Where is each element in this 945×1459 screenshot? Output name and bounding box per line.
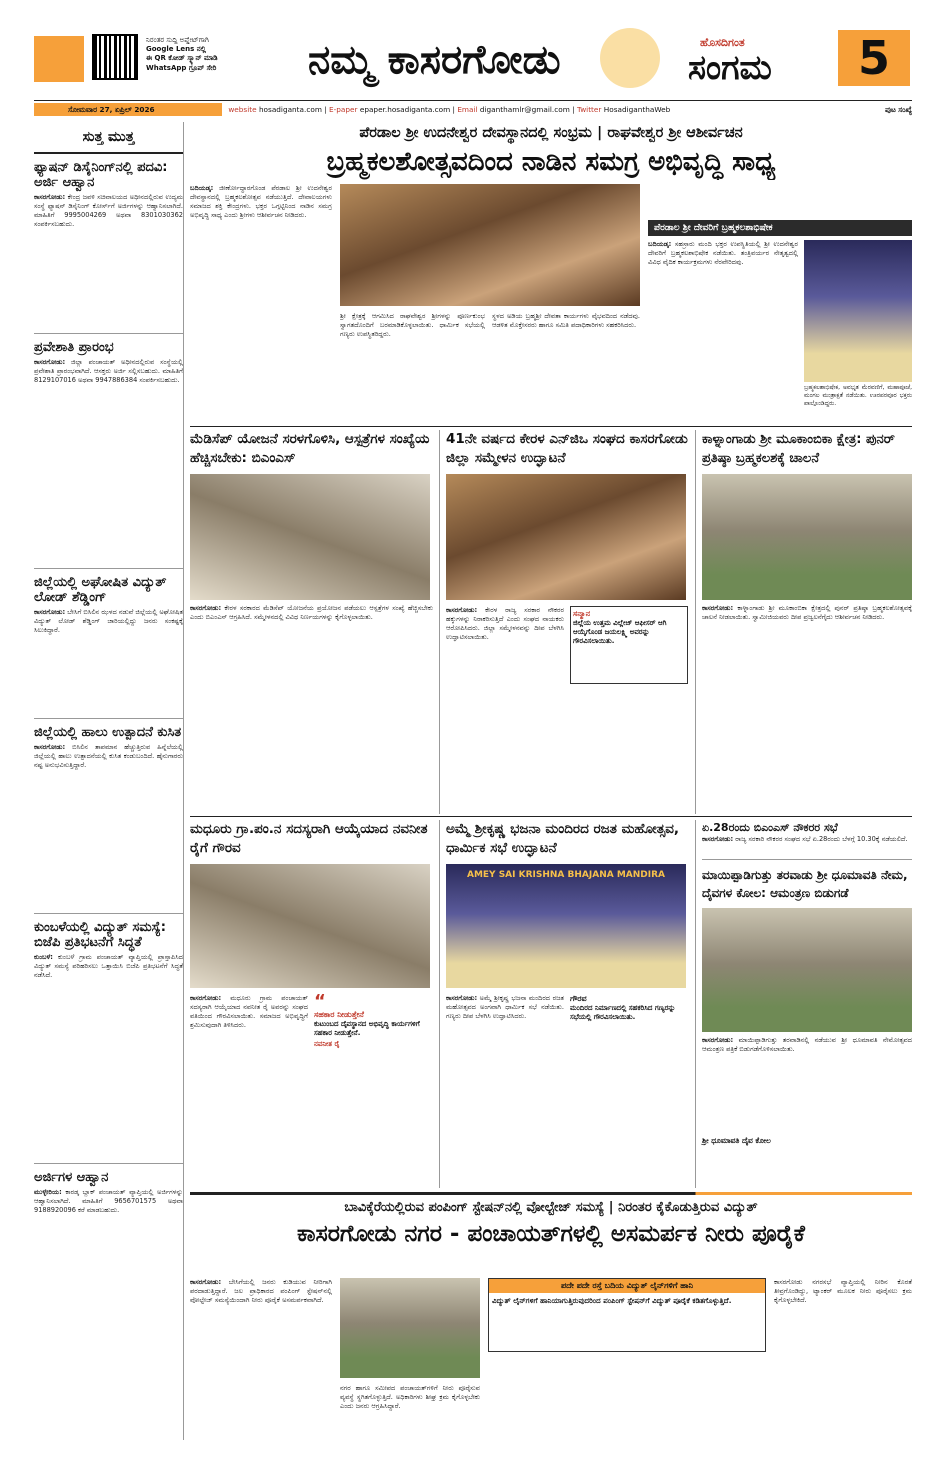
twitter-link[interactable]: HosadiganthaWeb (603, 105, 671, 114)
header-divider (34, 100, 912, 101)
pages-label: ಪುಟ ಸಂಖ್ಯೆ (885, 105, 912, 114)
row2-photo-2 (446, 474, 686, 600)
bottom-column-3: ಕಾಸರಗೋಡು ನಗರಸಭೆ ವ್ಯಾಪ್ತಿಯಲ್ಲಿ ನೀರಿನ ಕೊರತೆ ತೀವ್ರಗೊಂಡಿದ್ದು, ಟ್ಯಾಂಕರ್ ಮೂಲಕ ನೀರು ಪೂರೈಸಲು ಕ್ರಮ ಕೈಗೊಳ್ಳಬೇಕಿದೆ. (774, 1278, 912, 1305)
header-infobar: ಸೋಮವಾರ 27, ಏಪ್ರಿಲ್ 2026 website hosadiganta.com | E-paper epaper.hosadiganta.com | Email diganthamlr@gmail.com | Twitter HosadiganthaWeb ಪುಟ ಸಂಖ್ಯೆ (34, 103, 912, 116)
bottom-column-2: ನಗರ ಹಾಗೂ ಸಮೀಪದ ಪಂಚಾಯತ್‌ಗಳಿಗೆ ನೀರು ಪೂರೈಸುವ ವ್ಯವಸ್ಥೆ ಸ್ಥಗಿತಗೊಳ್ಳುತ್ತಿದೆ. ಅಧಿಕಾರಿಗಳು ಶೀಘ್ರ ಕ್ರಮ ಕೈಗೊಳ್ಳಬೇಕು ಎಂದು ಜನರು ಆಗ್ರಹಿಸಿದ್ದಾರೆ. (340, 1384, 480, 1411)
brand-big: ಸಂಗಮ (688, 48, 772, 88)
bottom-photo (340, 1278, 480, 1378)
row2-divider (190, 426, 912, 427)
lead-column-2: ಶ್ರೀ ಕ್ಷೇತ್ರಕ್ಕೆ ಆಗಮಿಸಿದ ರಾಘವೇಶ್ವರ ಶ್ರೀಗಳನ್ನು ಪೂರ್ಣಕುಂಭ ಸ್ವಾಗತದೊಂದಿಗೆ ಬರಮಾಡಿಕೊಳ್ಳಲಾಯಿತು. ಧಾರ್ಮಿಕ ಸಭೆಯಲ್ಲಿ ಗಣ್ಯರು ಉಪಸ್ಥಿತರಿದ್ದರು. (340, 312, 485, 339)
header-orange-block (34, 36, 84, 82)
row3-photo-2: AMEY SAI KRISHNA BHAJANA MANDIRA (446, 864, 686, 988)
email-link[interactable]: diganthamlr@gmail.com (479, 105, 570, 114)
sidebar-title: ಸುತ್ತ ಮುತ್ತ (34, 122, 183, 154)
sidebar-item: ಪ್ರವೇಶಾತಿ ಪ್ರಾರಂಭ ಕಾಸರಗೋಡು: ಜಿಲ್ಲಾ ಪಂಚಾಯತ್ ಅಧೀನದಲ್ಲಿರುವ ಸಂಸ್ಥೆಯಲ್ಲಿ ಪ್ರವೇಶಾತಿ ಪ್ರಾರಂಭವಾಗಿದೆ. ಆಸಕ್ತರು ಅರ್ಜಿ ಸಲ್ಲಿಸಬಹುದು. ಮಾಹಿತಿಗೆ 8129107016 ಅಥವಾ 9947886384 ಸಂಪರ್ಕಿಸಬಹುದು. (34, 333, 183, 568)
row2-photo-3 (702, 474, 912, 600)
page-number: 5 (838, 30, 910, 86)
header (0, 0, 945, 118)
row2-award-box: ಸನ್ಮಾನ ಜಿಲ್ಲೆಯ ಉತ್ತಮ ವಿಲ್ಲೇಜ್ ಆಫೀಸರ್ ಆಗಿ ಆಯ್ಕೆಗೊಂಡ ಜಯಲಕ್ಷ್ಮಿ ಅವರನ್ನು ಗೌರವಿಸಲಾಯಿತು. (570, 606, 688, 684)
row3-story-2: ಅಮ್ಮೆ ಶ್ರೀಕೃಷ್ಣ ಭಜನಾ ಮಂದಿರದ ರಜತ ಮಹೋತ್ಸವ, ಧಾರ್ಮಿಕ ಸಭೆ ಉದ್ಘಾಟನೆ AMEY SAI KRISHNA BHAJANA MANDIRA ಕಾಸರಗೋಡು: ಅಮ್ಮೆ ಶ್ರೀಕೃಷ್ಣ ಭಜನಾ ಮಂದಿರದ ರಜತ ಮಹೋತ್ಸವದ ಅಂಗವಾಗಿ ಧಾರ್ಮಿಕ ಸಭೆ ನಡೆಯಿತು. ಗಣ್ಯರು ದೀಪ ಬೆಳಗಿಸಿ ಉದ್ಘಾಟಿಸಿದರು. ಗೌರವ ಮಂದಿರದ ನಿರ್ಮಾಣದಲ್ಲಿ ಸಹಕರಿಸಿದ ಗಣ್ಯರನ್ನು ಸಭೆಯಲ್ಲಿ ಗೌರವಿಸಲಾಯಿತು. (446, 820, 696, 1188)
sidebar-item: ಜಿಲ್ಲೆಯಲ್ಲಿ ಹಾಲು ಉತ್ಪಾದನೆ ಕುಸಿತ ಕಾಸರಗೋಡು: ಬಿಸಿಲಿನ ತಾಪಮಾನ ಹೆಚ್ಚುತ್ತಿರುವ ಹಿನ್ನೆಲೆಯಲ್ಲಿ ಜಿಲ್ಲೆಯಲ್ಲಿ ಹಾಲು ಉತ್ಪಾದನೆಯಲ್ಲಿ ಕುಸಿತ ಕಂಡುಬಂದಿದೆ. ಹೈನುಗಾರರು ನಷ್ಟ ಅನುಭವಿಸುತ್ತಿದ್ದಾರೆ. (34, 718, 183, 913)
lead-side-caption: ಬ್ರಹ್ಮಕಲಶಾಭಿಷೇಕ, ಅವಭೃತ ಮೆರವಣಿಗೆ, ಮಹಾಪೂಜೆ, ಮಂಗಲ ಮಂತ್ರಾಕ್ಷತೆ ನಡೆಯಿತು. ಊರಪರವೂರ ಭಕ್ತರು ಪಾಲ್ಗೊಂಡಿದ್ದರು. (804, 384, 912, 407)
masthead-title: ನಮ್ಮ ಕಾಸರಗೋಡು (308, 37, 561, 83)
lead-side-text: ಬದಿಯಡ್ಕ: ಸಹಸ್ರಾರು ಮಂದಿ ಭಕ್ತರ ಉಪಸ್ಥಿತಿಯಲ್ಲಿ ಶ್ರೀ ಉದನೇಶ್ವರ ದೇವರಿಗೆ ಬ್ರಹ್ಮಕಲಶಾಭಿಷೇಕ ನಡೆಯಿತು. ತಂತ್ರಿವರ್ಯರ ನೇತೃತ್ವದಲ್ಲಿ ವಿವಿಧ ವೈದಿಕ ಕಾರ್ಯಕ್ರಮಗಳು ನೆರವೇರಿದವು. (648, 240, 798, 267)
bottom-story (190, 1198, 912, 1442)
lead-story (190, 122, 912, 424)
sidebar-item: ಕುಂಬಳೆಯಲ್ಲಿ ವಿದ್ಯುತ್ ಸಮಸ್ಯೆ: ಬಿಜೆಪಿ ಪ್ರತಿಭಟನೆಗೆ ಸಿದ್ಧತೆ ಕುಂಬಳೆ: ಕುಂಬಳೆ ಗ್ರಾಮ ಪಂಚಾಯತ್ ವ್ಯಾಪ್ತಿಯಲ್ಲಿ ಪ್ರಾಸ್ತಾಪಿಸಿದ ವಿದ್ಯುತ್ ಸಮಸ್ಯೆ ಪರಿಹರಿಸಲು ಒತ್ತಾಯಿಸಿ ಬಿಜೆಪಿ ಪ್ರತಿಭಟನೆಗೆ ಸಿದ್ಧತೆ ನಡೆಸಿದೆ. (34, 913, 183, 1163)
row3-photo-1 (190, 864, 430, 988)
lead-column-3: ಸ್ಥಳದ ಅಡಿಯ ಬ್ರಹ್ಮಶ್ರೀ ದೇವತಾ ಕಾರ್ಯಗಳು ವೈಭವದಿಂದ ನಡೆದವು. ಆಡಳಿತ ಮೊಕ್ತೇಸರರು ಹಾಗೂ ಸಮಿತಿ ಪದಾಧಿಕಾರಿಗಳು ಸಹಕರಿಸಿದರು. (492, 312, 640, 330)
sidebar (34, 122, 184, 1440)
row3-divider (190, 816, 912, 817)
row2-story-1: ಮೆಡಿಸೆಪ್ ಯೋಜನೆ ಸರಳಗೊಳಿಸಿ, ಆಸ್ಪತ್ರೆಗಳ ಸಂಖ್ಯೆಯ ಹೆಚ್ಚಿಸಬೇಕು: ಬಿಎಂಎಸ್ ಕಾಸರಗೋಡು: ಕೇರಳ ಸರಕಾರದ ಮೆಡಿಸೆಪ್ ಯೋಜನೆಯ ಪ್ರಯೋಜನ ಪಡೆಯಲು ಆಸ್ಪತ್ರೆಗಳ ಸಂಖ್ಯೆ ಹೆಚ್ಚಿಸಬೇಕು ಎಂದು ಬಿಎಂಎಸ್ ಆಗ್ರಹಿಸಿದೆ. ಸಮ್ಮೇಳನದಲ್ಲಿ ವಿವಿಧ ನಿರ್ಣಯಗಳನ್ನು ಕೈಗೊಳ್ಳಲಾಯಿತು. (190, 430, 440, 814)
quote-icon: “ (314, 991, 326, 1012)
website-link[interactable]: hosadiganta.com (258, 105, 322, 114)
sidebar-item: ಫ್ಯಾಷನ್ ಡಿಸೈನಿಂಗ್‌ನಲ್ಲಿ ಪದವಿ: ಅರ್ಜಿ ಆಹ್ವಾನ ಕಾಸರಗೋಡು: ಕೇಂದ್ರ ಜವಳಿ ಸಚಿವಾಲಯದ ಅಧೀನದಲ್ಲಿರುವ ಉದ್ಯಮ ಸಂಸ್ಥೆ ಫ್ಯಾಷನ್ ಡಿಸೈನಿಂಗ್ ಕೋರ್ಸ್‌ಗೆ ಅರ್ಜಿಗಳನ್ನು ಆಹ್ವಾನಿಸಲಾಗಿದೆ. ಮಾಹಿತಿಗೆ 9995004269 ಅಥವಾ 8301030362 ಸಂಪರ್ಕಿಸಬಹುದು. (34, 160, 183, 229)
row3-story-3: ಏ.28ರಂದು ಬಿಎಂಎಸ್ ನೌಕರರ ಸಭೆ ಕಾಸರಗೋಡು: ರಾಜ್ಯ ಸರಕಾರಿ ನೌಕರರ ಸಂಘದ ಸಭೆ ಏ.28ರಂದು ಬೆಳಗ್ಗೆ 10.30ಕ್ಕೆ ನಡೆಯಲಿದೆ. (702, 820, 912, 860)
bottom-headline: ಕಾಸರಗೋಡು ನಗರ - ಪಂಚಾಯತ್‌ಗಳಲ್ಲಿ ಅಸಮರ್ಪಕ ನೀರು ಪೂರೈಕೆ (297, 1221, 805, 1247)
row2-story-2: 41ನೇ ವರ್ಷದ ಕೇರಳ ಎನ್‌ಜಿಒ ಸಂಘದ ಕಾಸರಗೋಡು ಜಿಲ್ಲಾ ಸಮ್ಮೇಳನ ಉದ್ಘಾಟನೆ ಕಾಸರಗೋಡು: ಕೇರಳ ರಾಜ್ಯ ಸರಕಾರ ನೌಕರರ ಹಕ್ಕುಗಳನ್ನು ನಿರಾಕರಿಸುತ್ತಿದೆ ಎಂದು ಸಂಘದ ನಾಯಕರು ಆರೋಪಿಸಿದರು. ಜಿಲ್ಲಾ ಸಮ್ಮೇಳನವನ್ನು ದೀಪ ಬೆಳಗಿಸಿ ಉದ್ಘಾಟಿಸಲಾಯಿತು. ಸನ್ಮಾನ ಜಿಲ್ಲೆಯ ಉತ್ತಮ ವಿಲ್ಲೇಜ್ ಆಫೀಸರ್ ಆಗಿ ಆಯ್ಕೆಗೊಂಡ ಜಯಲಕ್ಷ್ಮಿ ಅವರನ್ನು ಗೌರವಿಸಲಾಯಿತು. (446, 430, 696, 814)
bottom-divider (190, 1192, 912, 1195)
lead-headline: ಬ್ರಹ್ಮಕಲಶೋತ್ಸವದಿಂದ ನಾಡಿನ ಸಮಗ್ರ ಅಭಿವೃದ್ಧಿ ಸಾಧ್ಯ (326, 147, 776, 177)
bottom-column-1: ಕಾಸರಗೋಡು: ಬೇಸಿಗೆಯಲ್ಲಿ ಜನರು ಕುಡಿಯುವ ನೀರಿಗಾಗಿ ಪರದಾಡುತ್ತಿದ್ದಾರೆ. ಜಲ ಪ್ರಾಧಿಕಾರದ ಪಂಪಿಂಗ್ ಸ್ಟೇಷನ್‌ನಲ್ಲಿ ವೋಲ್ಟೇಜ್ ಸಮಸ್ಯೆಯಿಂದಾಗಿ ನೀರು ಪೂರೈಕೆ ಅಸಮರ್ಪಕವಾಗಿದೆ. (190, 1278, 332, 1305)
bottom-box: ಪದೇ ಪದೇ ರಸ್ತೆ ಬದಿಯ ವಿದ್ಯುತ್ ಲೈನ್‌ಗಳಿಗೆ ಹಾನಿ ವಿದ್ಯುತ್ ಲೈನ್‌ಗಳಿಗೆ ಹಾನಿಯಾಗುತ್ತಿರುವುದರಿಂದ ಪಂಪಿಂಗ್ ಸ್ಟೇಷನ್‌ಗೆ ವಿದ್ಯುತ್ ಪೂರೈಕೆ ಕಡಿತಗೊಳ್ಳುತ್ತಿದೆ. (488, 1278, 766, 1352)
lead-side-tag: ಪೆರಡಾಲ ಶ್ರೀ ದೇವರಿಗೆ ಬ್ರಹ್ಮಕಲಶಾಭಿಷೇಕ (648, 220, 912, 236)
row2-story-3: ಕಾಳ್ನಾಂಗಾಡು ಶ್ರೀ ಮೂಕಾಂಬಿಕಾ ಕ್ಷೇತ್ರ: ಪುನರ್ ಪ್ರತಿಷ್ಠಾ ಬ್ರಹ್ಮಕಲಶಕ್ಕೆ ಚಾಲನೆ ಕಾಸರಗೋಡು: ಕಾಳ್ನಾಂಗಾಡು ಶ್ರೀ ಮೂಕಾಂಬಿಕಾ ಕ್ಷೇತ್ರದಲ್ಲಿ ಪುನರ್ ಪ್ರತಿಷ್ಠಾ ಬ್ರಹ್ಮಕಲಶೋತ್ಸವಕ್ಕೆ ಚಾಲನೆ ನೀಡಲಾಯಿತು. ಸ್ವಾಮೀಜಿಯವರು ದೀಪ ಪ್ರಜ್ವಲನೆಗೈದು ಆಶೀರ್ವಚನ ನೀಡಿದರು. (702, 432, 912, 622)
bottom-kicker: ಬಾವಿಕ್ಕೆರೆಯಲ್ಲಿರುವ ಪಂಪಿಂಗ್ ಸ್ಟೇಷನ್‌ನಲ್ಲಿ ವೋಲ್ಟೇಜ್ ಸಮಸ್ಯೆ | ನಿರಂತರ ಕೈಕೊಡುತ್ತಿರುವ ವಿದ್ಯುತ್ (344, 1200, 758, 1215)
row2-photo-1 (190, 474, 430, 600)
qr-code-icon[interactable] (92, 34, 138, 80)
date: ಸೋಮವಾರ 27, ಏಪ್ರಿಲ್ 2026 (34, 103, 222, 116)
epaper-link[interactable]: epaper.hosadiganta.com (359, 105, 451, 114)
lead-column-1: ಬದಿಯಡ್ಕ: ಜೀರ್ಣೋದ್ಧಾರಗೊಂಡ ಪೆರಡಾಲ ಶ್ರೀ ಉದನೇಶ್ವರ ದೇವಸ್ಥಾನದಲ್ಲಿ ಬ್ರಹ್ಮಕಲಶೋತ್ಸವ ನಡೆಯುತ್ತಿದೆ. ದೇವಾಲಯಗಳು ಸಮಾಜದ ಶಕ್ತಿ ಕೇಂದ್ರಗಳು. ಭಕ್ತರ ಒಗ್ಗಟ್ಟಿನಿಂದ ನಾಡಿನ ಸಮಗ್ರ ಅಭಿವೃದ್ಧಿ ಸಾಧ್ಯ ಎಂದು ಶ್ರೀಗಳು ಆಶೀರ್ವಚನ ನೀಡಿದರು. (190, 184, 332, 220)
brand-small: ಹೊಸದಿಗಂತ (700, 36, 745, 49)
sidebar-item: ಅರ್ಜಿಗಳ ಆಹ್ವಾನ ಮುಳ್ಳೇರಿಯ: ಕಾರಡ್ಕ ಬ್ಲಾಕ್ ಪಂಚಾಯತ್ ವ್ಯಾಪ್ತಿಯಲ್ಲಿ ಅರ್ಜಿಗಳನ್ನು ಆಹ್ವಾನಿಸಲಾಗಿದೆ. ಮಾಹಿತಿಗೆ 9656701575 ಅಥವಾ 9188920096 ಕರೆ ಮಾಡಬಹುದು. (34, 1163, 183, 1318)
masthead-circle (600, 28, 660, 88)
qr-instructions: ನಿರಂತರ ಸುದ್ದಿ ಅಪ್ಡೇಟ್‌ಗಾಗಿ Google Lens ನಲ್ಲಿ ಈ QR ಕೋಡ್ ಸ್ಕ್ಯಾನ್ ಮಾಡಿ WhatsApp ಗ್ರೂಪ್ ಸೇರಿ (146, 36, 218, 72)
row3-quote-box: “ ಸಹಕಾರ ನೀಡುತ್ತೇನೆ ಕುಟುಂಬದ ದೈವಸ್ಥಾನದ ಅಭಿವೃದ್ಧಿ ಕಾರ್ಯಗಳಿಗೆ ಸಹಕಾರ ನೀಡುತ್ತೇನೆ. ನವನೀತ ರೈ (314, 994, 432, 1094)
lead-kicker: ಪೆರಡಾಲ ಶ್ರೀ ಉದನೇಶ್ವರ ದೇವಸ್ಥಾನದಲ್ಲಿ ಸಂಭ್ರಮ | ರಾಘವೇಶ್ವರ ಶ್ರೀ ಆಶೀರ್ವಚನ (359, 125, 743, 141)
row3-honor-box: ಗೌರವ ಮಂದಿರದ ನಿರ್ಮಾಣದಲ್ಲಿ ಸಹಕರಿಸಿದ ಗಣ್ಯರನ್ನು ಸಭೆಯಲ್ಲಿ ಗೌರವಿಸಲಾಯಿತು. (570, 994, 676, 1021)
row3-story-1: ಮಧೂರು ಗ್ರಾ.ಪಂ.ನ ಸದಸ್ಯರಾಗಿ ಆಯ್ಕೆಯಾದ ನವನೀತ ರೈಗೆ ಗೌರವ ಕಾಸರಗೋಡು: ಮಧೂರು ಗ್ರಾಮ ಪಂಚಾಯತ್ ಸದಸ್ಯರಾಗಿ ಆಯ್ಕೆಯಾದ ನವನೀತ ರೈ ಅವರನ್ನು ಸಂಘದ ವತಿಯಿಂದ ಗೌರವಿಸಲಾಯಿತು. ಸಮಾಜದ ಅಭಿವೃದ್ಧಿಗೆ ಶ್ರಮಿಸುವುದಾಗಿ ತಿಳಿಸಿದರು. “ ಸಹಕಾರ ನೀಡುತ್ತೇನೆ ಕುಟುಂಬದ ದೈವಸ್ಥಾನದ ಅಭಿವೃದ್ಧಿ ಕಾರ್ಯಗಳಿಗೆ ಸಹಕಾರ ನೀಡುತ್ತೇನೆ. ನವನೀತ ರೈ (190, 820, 440, 1188)
row3-story-4: ಮಾಯಿಪ್ಪಾಡಿಗುತ್ತು ತರವಾಡು ಶ್ರೀ ಧೂಮಾವತಿ ನೇಮ, ದೈವಗಳ ಕೋಲ: ಆಮಂತ್ರಣ ಬಿಡುಗಡೆ ಕಾಸರಗೋಡು: ಮಾಯಿಪ್ಪಾಡಿಗುತ್ತು ತರವಾಡಿನಲ್ಲಿ ನಡೆಯುವ ಶ್ರೀ ಧೂಮಾವತಿ ನೇಮೋತ್ಸವದ ಆಮಂತ್ರಣ ಪತ್ರಿಕೆ ಬಿಡುಗಡೆಗೊಳಿಸಲಾಯಿತು. ಶ್ರೀ ಧೂಮಾವತಿ ದೈವ ಕೋಲ (702, 868, 912, 1145)
lead-side-photo (804, 240, 912, 382)
lead-photo (340, 184, 640, 306)
row3-photo-4 (702, 908, 912, 1032)
sidebar-item: ಜಿಲ್ಲೆಯಲ್ಲಿ ಅಘೋಷಿತ ವಿದ್ಯುತ್ ಲೋಡ್ ಶೆಡ್ಡಿಂಗ್ ಕಾಸರಗೋಡು: ಬೇಸಿಗೆ ಬಿಸಿಲಿನ ಝಳದ ನಡುವೆ ಜಿಲ್ಲೆಯಲ್ಲಿ ಅಘೋಷಿತ ವಿದ್ಯುತ್ ಲೋಡ್ ಶೆಡ್ಡಿಂಗ್ ಜಾರಿಯಲ್ಲಿದ್ದು ಜನರು ಸಂಕಷ್ಟಕ್ಕೆ ಸಿಲುಕಿದ್ದಾರೆ. (34, 568, 183, 718)
